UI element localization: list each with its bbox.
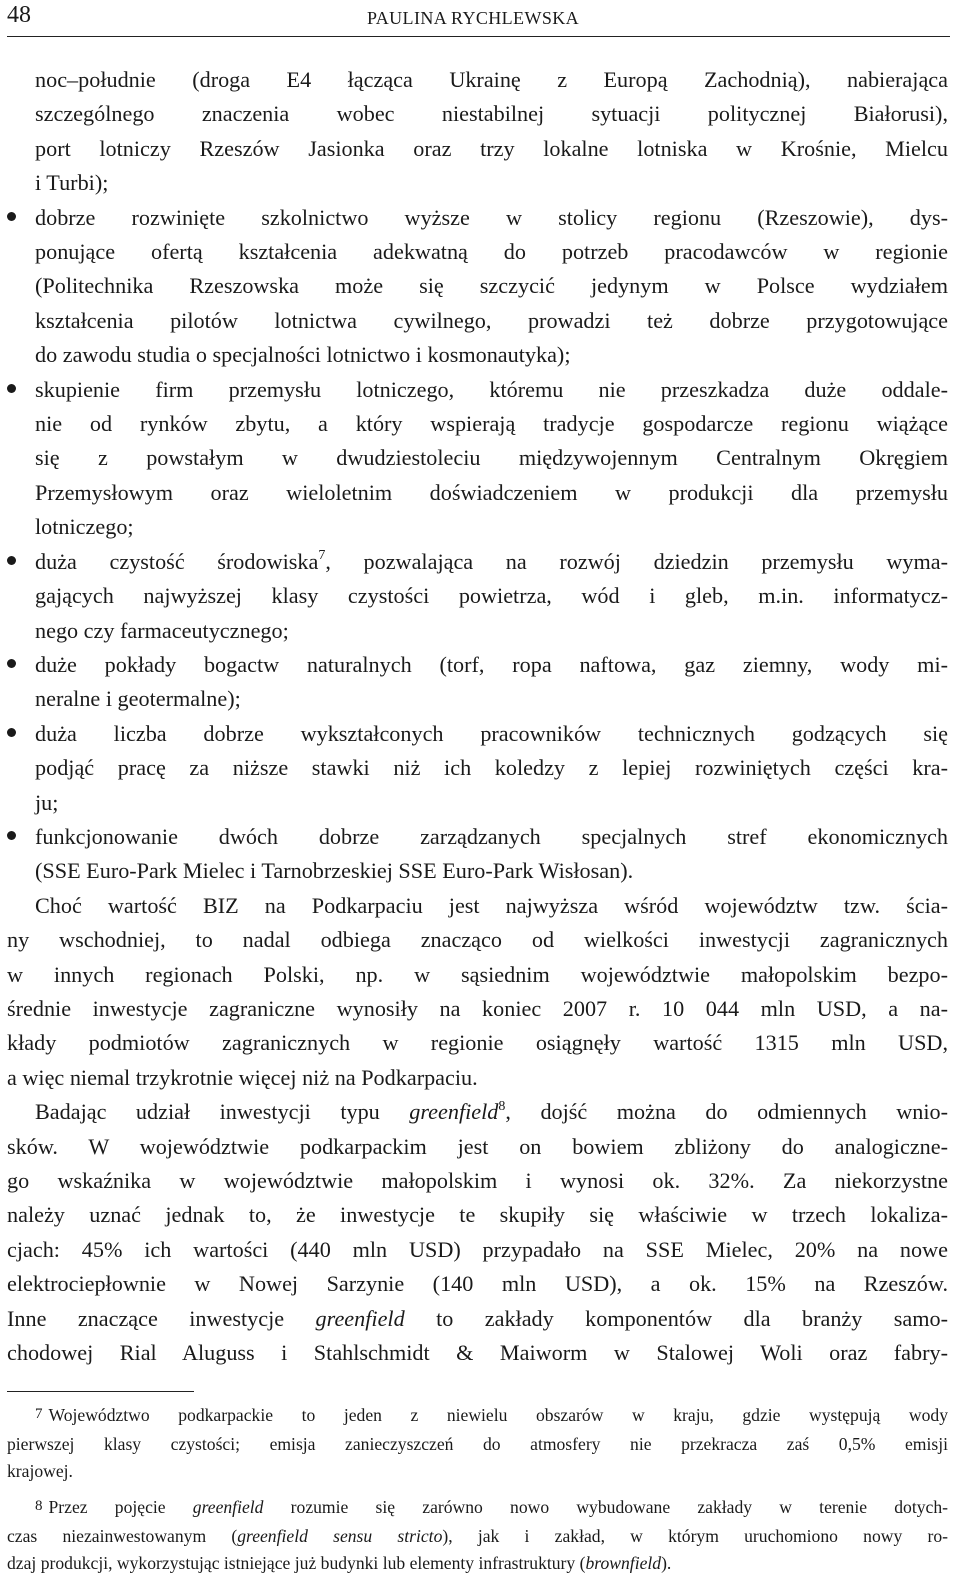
footnote-line [7, 1494, 948, 1523]
bullet-icon [7, 659, 16, 668]
footnote-line: krajowej. [7, 1461, 73, 1482]
footnote-8 [7, 1494, 948, 1578]
text-line: w innych regionach Polski, np. w sąsiednim województwie małopolskim bezpo- [7, 961, 948, 987]
text-segment: ). [661, 1553, 672, 1574]
footnote-ref-8[interactable]: 8 [498, 1098, 506, 1114]
text-line: sków. W województwie podkarpackim jest on bowiem zbliżony do analogiczne- [7, 1133, 948, 1159]
text-line: cjach: 45% ich wartości (440 mln USD) przypadało na SSE Mielec, 20% na nowe [7, 1236, 948, 1262]
header-rule [7, 36, 950, 37]
text-segment: Badając udział inwestycji typu [35, 1099, 410, 1125]
bullet-icon [7, 556, 16, 565]
bullet-icon [7, 384, 16, 393]
paragraph [7, 1095, 948, 1370]
italic-term: greenfield [315, 1305, 405, 1331]
text-line: port lotniczy Rzeszów Jasionka oraz trzy lokalne lotniska w Krośnie, Mielcu [35, 135, 948, 161]
text-line: skupienie firm przemysłu lotniczego, któremu nie przeszkadza duże oddale- [35, 376, 948, 402]
text-line: i Turbi); [35, 170, 109, 196]
bullet-item [7, 545, 948, 648]
footnote-line: pierwszej klasy czystości; emisja zanieczyszczeń do atmosfery nie przekracza zaś 0,5% emisji [7, 1434, 948, 1455]
text-line: go wskaźnika w województwie małopolskim i wynosi ok. 32%. Za niekorzystne [7, 1168, 948, 1193]
bullet-item [7, 820, 948, 889]
bullet-icon [7, 728, 16, 737]
text-line: średnie inwestycje zagraniczne wynosiły na koniec 2007 r. 10 044 mln USD, a na- [7, 995, 948, 1021]
footnote-number: 7 [35, 1406, 43, 1422]
text-line: duże pokłady bogactw naturalnych (torf, ropa naftowa, gaz ziemny, wody mi- [35, 651, 948, 677]
bullet-item [7, 201, 948, 373]
text-line: (SSE Euro-Park Mielec i Tarnobrzeskiej SSE Euro-Park Wisłosan). [35, 858, 634, 884]
text-segment: , dojść można do odmiennych wnio- [505, 1099, 948, 1125]
text-line: szczególnego znaczenia wobec niestabilnej sytuacji politycznej Białorusi), [35, 101, 948, 127]
bullet-icon [7, 212, 16, 221]
text-line: się z powstałym w dwudziestoleciu międzywojennym Centralnym Okręgiem [35, 445, 948, 471]
italic-term: greenfield sensu stricto [237, 1525, 443, 1546]
text-line: ponujące ofertą kształcenia adekwatną do potrzeb pracodawców w regionie [35, 239, 948, 265]
text-line: elektrociepłownie w Nowej Sarzynie (140 mln USD), a ok. 15% na Rzeszów. [7, 1271, 948, 1297]
text-line: neralne i geotermalne); [35, 686, 241, 712]
footnote-line [7, 1550, 948, 1577]
text-segment: czas niezainwestowanym ( [7, 1525, 238, 1546]
text-line: duża liczba dobrze wykształconych pracowników technicznych godzących się [35, 720, 948, 746]
running-head: PAULINA RYCHLEWSKA [367, 8, 580, 28]
italic-term: brownfield [585, 1553, 662, 1574]
footnotes [7, 1402, 948, 1577]
text-line: kłady podmiotów zagranicznych w regionie osiągnęły wartość 1315 mln USD, [7, 1030, 948, 1056]
text-line: podjąć pracę za niższe stawki niż ich koledzy z lepiej rozwiniętych części kra- [35, 755, 948, 781]
footnote-line [7, 1402, 948, 1431]
bullet-icon [7, 831, 16, 840]
main-text [7, 63, 948, 1370]
footnote-ref-7[interactable]: 7 [318, 548, 326, 564]
bullet-item [7, 717, 948, 820]
text-line: Choć wartość BIZ na Podkarpaciu jest najwyższa wśród województw tzw. ścia- [35, 892, 948, 918]
text-line: do zawodu studia o specjalności lotnictwo i kosmonautyka); [35, 342, 571, 368]
page-number: 48 [7, 2, 31, 28]
footnote-separator [7, 1391, 194, 1392]
text-line: nego czy farmaceutycznego; [35, 617, 289, 643]
text-line: gających najwyższej klasy czystości powietrza, wód i gleb, m.in. informatycz- [35, 583, 948, 609]
italic-term: greenfield [409, 1099, 499, 1125]
text-line [7, 1302, 948, 1336]
paragraph [7, 889, 948, 1095]
text-line: ju; [35, 789, 59, 815]
text-line: nie od rynków zbytu, a który wspierają tradycje gospodarcze regionu wiążące [35, 411, 948, 437]
text-segment: Inne znaczące inwestycje [7, 1305, 316, 1331]
footnote-line [7, 1523, 948, 1550]
text-segment: rozumie się zarówno nowo wybudowane zakłady w terenie dotych- [263, 1496, 948, 1517]
text-line [35, 545, 948, 579]
text-segment: Przez pojęcie [48, 1496, 193, 1517]
text-line: (Politechnika Rzeszowska może się szczycić jedynym w Polsce wydziałem [35, 273, 948, 299]
bullet-item [7, 648, 948, 717]
text-segment: duża czystość środowiska [35, 548, 319, 574]
text-segment: Województwo podkarpackie to jeden z niewielu obszarów w kraju, gdzie występują wody [48, 1405, 948, 1425]
text-segment: dzaj produkcji, wykorzystując istniejące już budynki lub elementy infrastruktury ( [7, 1553, 586, 1574]
text-line [7, 1095, 948, 1129]
text-line: chodowej Rial Aluguss i Stahlschmidt & Maiworm w Stalowej Woli oraz fabry- [7, 1340, 948, 1366]
text-segment: , pozwalająca na rozwój dziedzin przemysłu wyma- [325, 548, 948, 574]
text-segment: ), jak i zakład, w którym uruchomiono nowy ro- [442, 1525, 948, 1546]
text-line: Przemysłowym oraz wieloletnim doświadczeniem w produkcji dla przemysłu [35, 479, 948, 505]
text-segment: to zakłady komponentów dla branży samo- [404, 1305, 948, 1331]
bullet-continuation [7, 63, 948, 201]
text-line: lotniczego; [35, 514, 134, 540]
page-header [7, 0, 950, 38]
text-line: ny wschodniej, to nadal odbiega znacząco od wielkości inwestycji zagranicznych [7, 927, 948, 953]
text-line: funkcjonowanie dwóch dobrze zarządzanych specjalnych stref ekonomicznych [35, 823, 948, 849]
italic-term: greenfield [192, 1496, 264, 1517]
text-line: dobrze rozwinięte szkolnictwo wyższe w stolicy regionu (Rzeszowie), dys- [35, 204, 948, 230]
text-line: noc–południe (droga E4 łącząca Ukrainę z Europą Zachodnią), nabierająca [35, 67, 948, 92]
bullet-item [7, 373, 948, 545]
footnote-7 [7, 1402, 948, 1486]
text-line: a więc niemal trzykrotnie więcej niż na Podkarpaciu. [7, 1064, 478, 1090]
text-line: należy uznać jednak to, że inwestycje te skupiły się właściwie w trzech lokaliza- [7, 1202, 948, 1228]
footnote-number: 8 [35, 1497, 43, 1514]
text-line: kształcenia pilotów lotnictwa cywilnego, prowadzi też dobrze przygotowujące [35, 307, 948, 333]
